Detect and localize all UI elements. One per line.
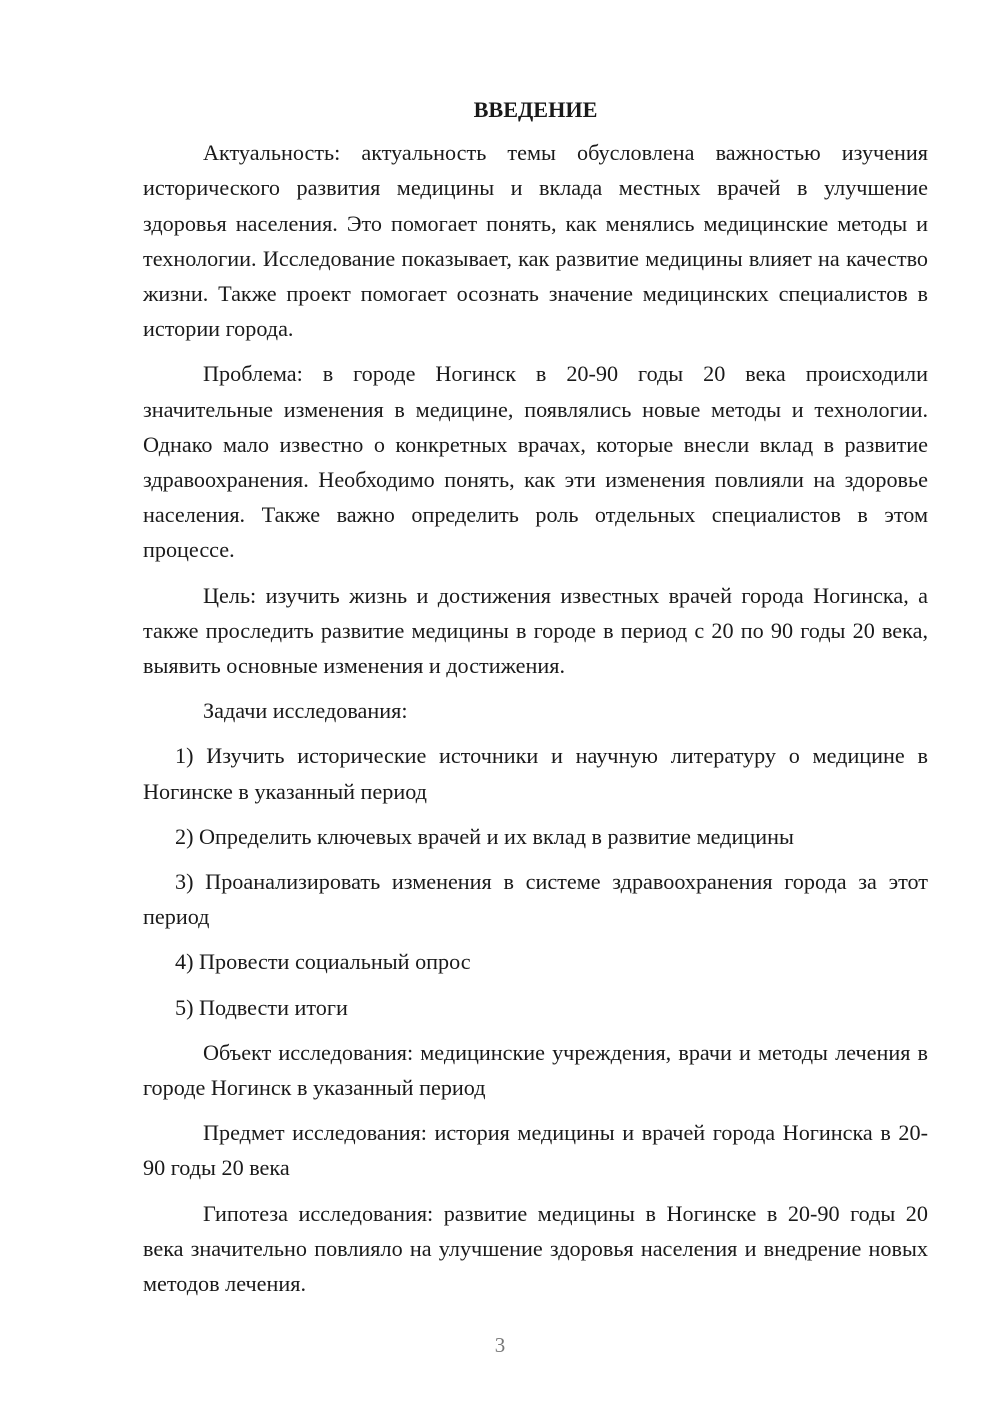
- paragraph-tasks-heading: Задачи исследования:: [203, 698, 408, 724]
- paragraph-goal: Цель: изучить жизнь и достижения известных врачей города Ногинска, а также проследить развитие медицины в городе в период с 20 по 90 годы 20 века, выявить основные изменения и достижения.: [143, 582, 928, 679]
- paragraph-hypothesis: Гипотеза исследования: развитие медицины в Ногинске в 20-90 годы 20 века значительно повлияло на улучшение здоровья населения и внедрение новых методов лечения.: [143, 1200, 928, 1297]
- page-title: ВВЕДЕНИЕ: [473, 97, 598, 122]
- paragraph-problem: Проблема: в городе Ногинск в 20-90 годы 20 века происходили значительные изменения в медицине, появлялись новые методы и технологии. Однако мало известно о конкретных врачах, которые внесли вклад в развитие здравоохранения. Необходимо понять, как эти изменения повлияли на здоровье населения. Также важно определить роль отдельных специалистов в этом процессе.: [143, 361, 928, 563]
- paragraph-relevance: Актуальность: актуальность темы обусловлена важностью изучения исторического развития медицины и вклада местных врачей в улучшение здоровья населения. Это помогает понять, как менялись медицинские методы и технологии. Исследование показывает, как развитие медицины влияет на качество жизни. Также проект помогает осознать значение медицинских специалистов в истории города.: [143, 140, 928, 342]
- task-item-2: 2) Определить ключевых врачей и их вклад в развитие медицины: [175, 823, 794, 849]
- task-item-3: 3) Проанализировать изменения в системе здравоохранения города за этот период: [143, 869, 928, 930]
- page-content: [143, 92, 928, 1311]
- task-item-5: 5) Подвести итоги: [175, 994, 348, 1020]
- paragraph-subject: Предмет исследования: история медицины и врачей города Ногинска в 20-90 годы 20 века: [143, 1120, 928, 1181]
- page-number: 3: [494, 1333, 506, 1357]
- paragraph-object: Объект исследования: медицинские учреждения, врачи и методы лечения в городе Ногинск в указанный период: [143, 1039, 928, 1101]
- task-item-1: 1) Изучить исторические источники и научную литературу о медицине в Ногинске в указанный период: [143, 743, 928, 804]
- task-item-4: 4) Провести социальный опрос: [175, 949, 471, 975]
